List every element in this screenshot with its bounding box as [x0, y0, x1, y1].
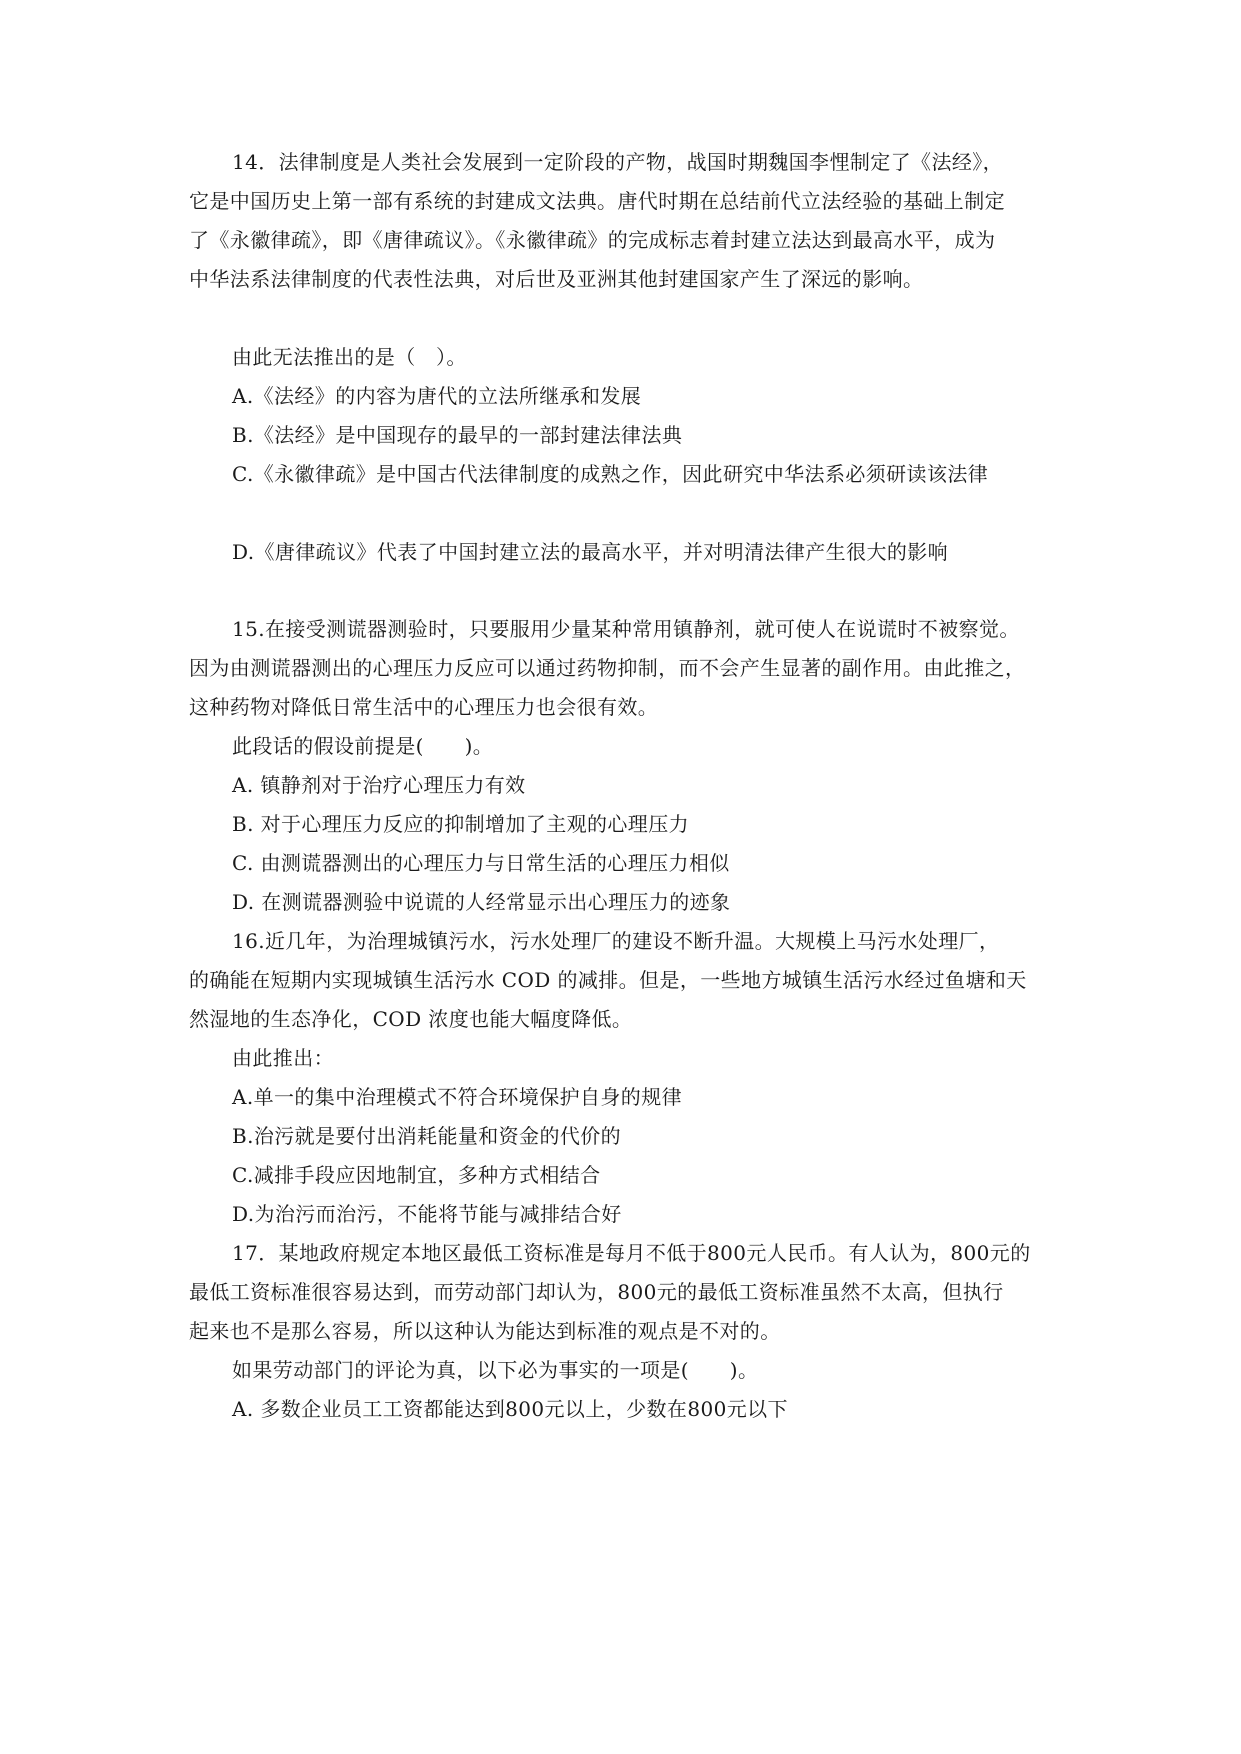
q14-stem-line-1: 14．法律制度是人类社会发展到一定阶段的产物，战国时期魏国李悝制定了《法经》， — [232, 150, 1004, 174]
q16-option-a: A.单一的集中治理模式不符合环境保护自身的规律 — [232, 1085, 683, 1109]
q15-prompt: 此段话的假设前提是( )。 — [232, 734, 494, 758]
q16-option-c: C.减排手段应因地制宜，多种方式相结合 — [232, 1163, 601, 1187]
q14-stem-line-2: 它是中国历史上第一部有系统的封建成文法典。唐代时期在总结前代立法经验的基础上制定 — [189, 189, 1005, 213]
q17-stem-line-3: 起来也不是那么容易，所以这种认为能达到标准的观点是不对的。 — [189, 1319, 781, 1343]
q15-stem-line-3: 这种药物对降低日常生活中的心理压力也会很有效。 — [189, 695, 659, 719]
q16-prompt: 由此推出： — [232, 1046, 334, 1070]
q17-option-a: A. 多数企业员工工资都能达到800元以上，少数在800元以下 — [232, 1397, 788, 1421]
q15-option-c: C. 由测谎器测出的心理压力与日常生活的心理压力相似 — [232, 851, 730, 875]
q14-stem-line-4: 中华法系法律制度的代表性法典，对后世及亚洲其他封建国家产生了深远的影响。 — [189, 267, 924, 291]
q14-option-d: D.《唐律疏议》代表了中国封建立法的最高水平，并对明清法律产生很大的影响 — [232, 540, 949, 564]
q16-stem-line-2: 的确能在短期内实现城镇生活污水 COD 的减排。但是，一些地方城镇生活污水经过鱼塘和天 — [189, 968, 1027, 992]
q14-prompt: 由此无法推出的是（ ）。 — [232, 345, 467, 369]
q17-stem-line-2: 最低工资标准很容易达到，而劳动部门却认为，800元的最低工资标准虽然不太高，但执行 — [189, 1280, 1004, 1304]
q14-option-a: A.《法经》的内容为唐代的立法所继承和发展 — [232, 384, 642, 408]
q14-stem-line-3: 了《永徽律疏》，即《唐律疏议》。《永徽律疏》的完成标志着封建立法达到最高水平，成为 — [189, 228, 996, 252]
q15-option-a: A. 镇静剂对于治疗心理压力有效 — [232, 773, 526, 797]
q15-stem-line-1: 15.在接受测谎器测验时，只要服用少量某种常用镇静剂，就可使人在说谎时不被察觉。 — [232, 617, 1020, 641]
q16-stem-line-1: 16.近几年，为治理城镇污水，污水处理厂的建设不断升温。大规模上马污水处理厂， — [232, 929, 1000, 953]
q17-prompt: 如果劳动部门的评论为真，以下必为事实的一项是( )。 — [232, 1358, 759, 1382]
q16-stem-line-3: 然湿地的生态净化，COD 浓度也能大幅度降低。 — [189, 1007, 633, 1031]
q15-option-b: B. 对于心理压力反应的抑制增加了主观的心理压力 — [232, 812, 690, 836]
q16-option-d: D.为治污而治污，不能将节能与减排结合好 — [232, 1202, 622, 1226]
q15-stem-line-2: 因为由测谎器测出的心理压力反应可以通过药物抑制，而不会产生显著的副作用。由此推之， — [189, 656, 1026, 680]
q16-option-b: B.治污就是要付出消耗能量和资金的代价的 — [232, 1124, 622, 1148]
q14-option-c: C.《永徽律疏》是中国古代法律制度的成熟之作，因此研究中华法系必须研读该法律 — [232, 462, 989, 486]
q14-option-b: B.《法经》是中国现存的最早的一部封建法律法典 — [232, 423, 683, 447]
q17-stem-line-1: 17．某地政府规定本地区最低工资标准是每月不低于800元人民币。有人认为，800元的 — [232, 1241, 1031, 1265]
q15-option-d: D. 在测谎器测验中说谎的人经常显示出心理压力的迹象 — [232, 890, 731, 914]
